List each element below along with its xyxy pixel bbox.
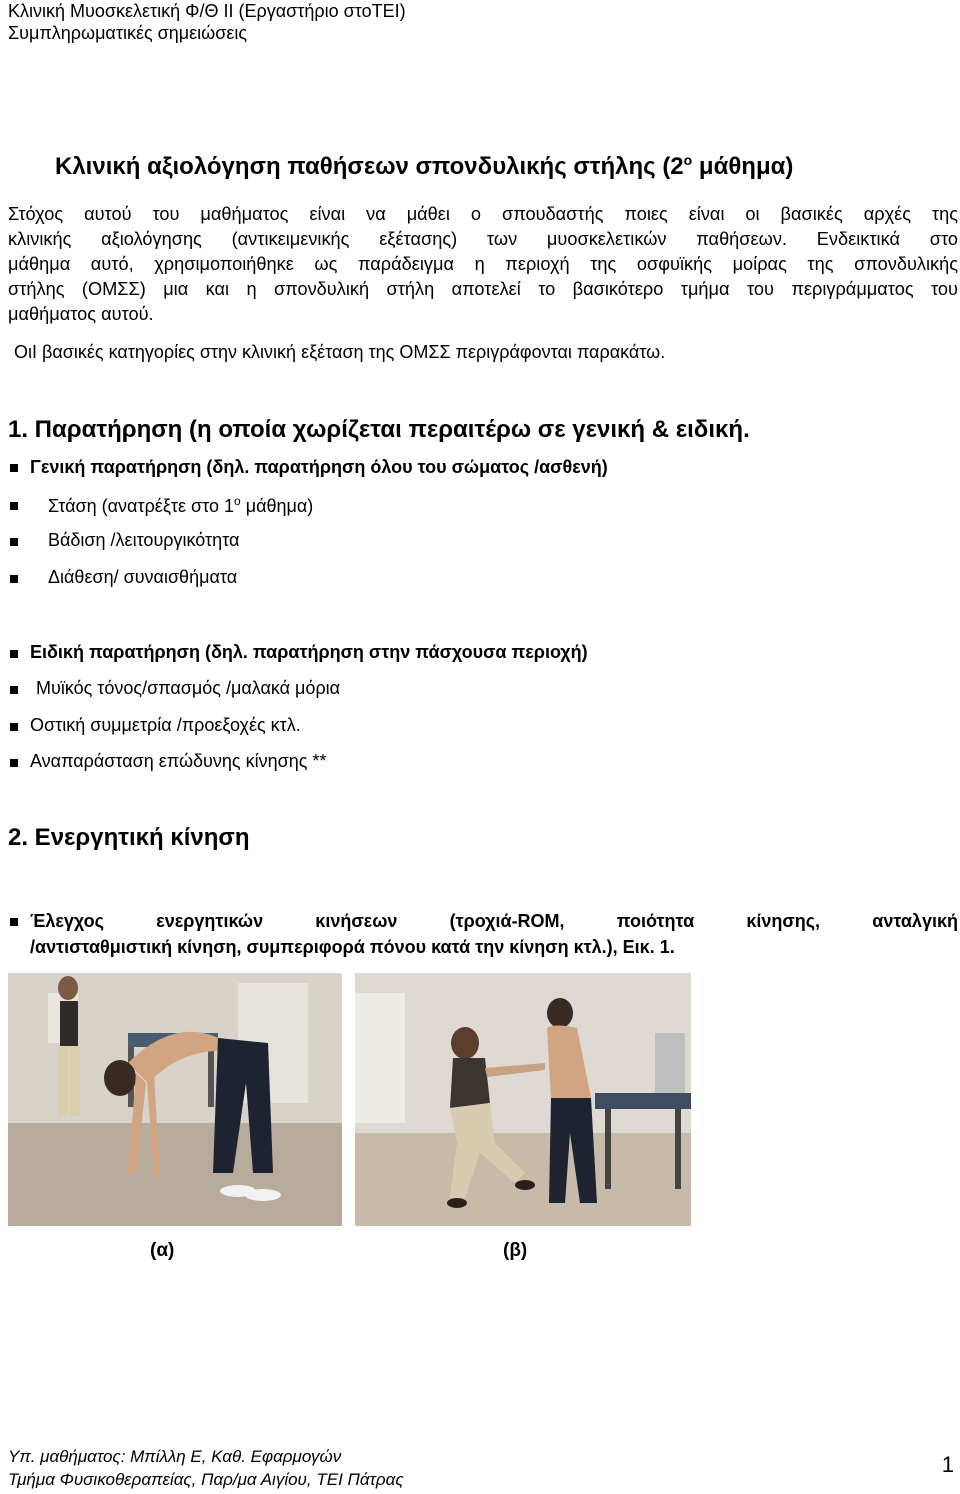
- gait-item: Βάδιση /λειτουργικότητα: [48, 530, 240, 550]
- figure-a-caption: (α): [150, 1240, 175, 1261]
- general-observation: Γενική παρατήρηση (δηλ. παρατήρηση όλου του σώματος /ασθενή): [30, 457, 608, 477]
- intro-line: Στόχος αυτού του μαθήματος είναι να μάθει ο σπουδαστής ποιες είναι οι βασικές αρχές της: [8, 204, 958, 224]
- bullet-icon: [10, 464, 18, 472]
- intro-paragraph: [8, 202, 958, 327]
- figure-b-photo: [355, 973, 691, 1226]
- extension-illustration: [355, 973, 691, 1226]
- intro-line: στήλης (ΟΜΣΣ) μια και η σπονδυλική στήλη αποτελεί το βασικότερο τμήμα του περιγράμματος του: [8, 279, 958, 299]
- footer-instructor: Υπ. μαθήματος: Μπίλλη Ε, Καθ. Εφαρμογών: [8, 1447, 342, 1466]
- intro-line: μαθήματος αυτού.: [8, 304, 154, 324]
- active-movement-line1: Έλεγχος ενεργητικών κινήσεων (τροχιά-ROM, ποιότητα κίνησης, ανταλγική: [30, 911, 958, 931]
- specific-observation: Ειδική παρατήρηση (δηλ. παρατήρηση στην πάσχουσα περιοχή): [30, 642, 588, 662]
- page-title: Κλινική αξιολόγηση παθήσεων σπονδυλικής στήλης ($2^o$ μάθημα): [55, 152, 794, 180]
- mood-item: Διάθεση/ συναισθήματα: [48, 567, 238, 587]
- header-course-title: Κλινική Μυοσκελετική Φ/Θ ΙΙ (Εργαστήριο στοΤΕΙ): [8, 1, 406, 21]
- active-movement-line2: /αντισταθμιστική κίνηση, συμπεριφορά πόνου κατά την κίνηση κτλ.), Εικ. 1.: [30, 937, 675, 957]
- intro-line: κλινικής αξιολόγησης (αντικειμενικής εξέτασης) των μυοσκελετικών παθήσεων. Ενδεικτικά στο: [8, 229, 958, 249]
- section2-heading: 2. Ενεργητική κίνηση: [8, 824, 250, 851]
- bullet-icon: [10, 686, 18, 694]
- categories-sentence: ΟιΙ βασικές κατηγορίες στην κλινική εξέταση της ΟΜΣΣ περιγράφονται παρακάτω.: [14, 342, 666, 362]
- figure-a-photo: [8, 973, 342, 1226]
- bullet-icon: [10, 918, 18, 926]
- muscle-item: Μυϊκός τόνος/σπασμός /μαλακά μόρια: [36, 678, 341, 698]
- header-subtitle: Συμπληρωματικές σημειώσεις: [8, 23, 248, 43]
- intro-line: μάθημα αυτό, χρησιμοποιήθηκε ως παράδειγμα η περιοχή της οσφυϊκής μοίρας της σπονδυλικής: [8, 254, 958, 274]
- bullet-icon: [10, 575, 18, 583]
- bullet-icon: [10, 759, 18, 767]
- pain-item: Αναπαράσταση επώδυνης κίνησης **: [30, 751, 327, 771]
- bullet-icon: [10, 502, 18, 510]
- stance-item: Στάση (ανατρέξτε στο $1^o$ μάθημα): [48, 494, 314, 516]
- page-number: 1: [941, 1452, 954, 1477]
- bullet-icon: [10, 538, 18, 546]
- bone-item: Οστική συμμετρία /προεξοχές κτλ.: [30, 715, 301, 735]
- figure-b-caption: (β): [503, 1240, 528, 1261]
- bullet-icon: [10, 723, 18, 731]
- forward-flexion-illustration: [8, 973, 342, 1226]
- footer-department: Τμήμα Φυσικοθεραπείας, Παρ/μα Αιγίου, ΤΕΙ Πάτρας: [8, 1470, 404, 1489]
- bullet-icon: [10, 650, 18, 658]
- section1-heading: 1. Παρατήρηση (η οποία χωρίζεται περαιτέρω σε γενική & ειδική.: [8, 416, 750, 443]
